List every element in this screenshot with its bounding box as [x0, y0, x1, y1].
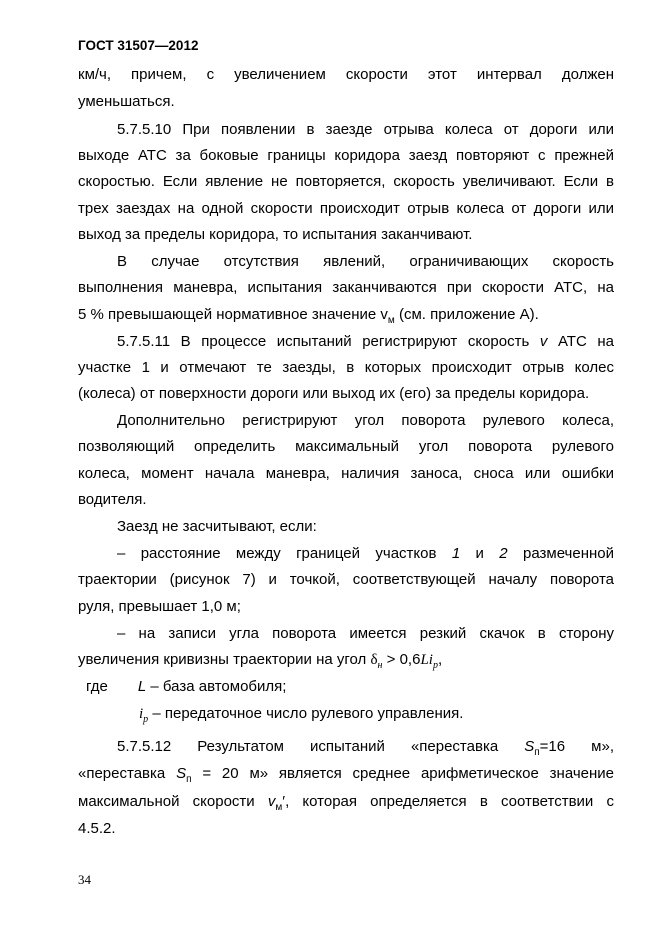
text-line: – на записи угла поворота имеется резкий скачок в сторону	[117, 625, 614, 642]
italic-symbol: v	[539, 333, 548, 350]
text-fragment: максимальной скорости	[78, 793, 268, 810]
text-fragment: «переставка	[78, 765, 177, 782]
text-line: Дополнительно регистрируют угол поворота рулевого колеса,	[117, 412, 614, 429]
where-label: где	[86, 678, 108, 695]
subscript: н	[377, 660, 383, 671]
text-line	[78, 792, 614, 818]
text-line	[78, 305, 614, 331]
text-line: траектории (рисунок 7) и точкой, соответствующей началу поворота	[78, 571, 614, 588]
italic-symbol: i	[139, 706, 144, 722]
subscript: п	[534, 747, 540, 758]
text-line: выполнения маневра, испытания заканчиваются при скорости АТС, на	[78, 279, 614, 296]
text-fragment: – передаточное число рулевого управления.	[148, 705, 464, 722]
text-fragment: АТС на	[547, 333, 614, 350]
delta-symbol: δ	[370, 652, 378, 668]
text-fragment: = 20 м» является среднее арифметическое значение	[191, 765, 615, 782]
text-fragment: ′, которая определяется в соответствии с	[282, 793, 614, 810]
subscript: р	[143, 714, 149, 725]
text-line	[117, 544, 614, 564]
subscript: п	[186, 774, 192, 785]
text-fragment: (см. приложение А).	[394, 306, 539, 323]
subscript: м	[387, 315, 395, 326]
subscript: р	[432, 660, 438, 671]
text-fragment: =16 м»,	[539, 738, 614, 755]
text-line: (колеса) от поверхности дороги или выход их (его) за пределы коридора.	[78, 385, 590, 402]
text-line: Заезд не засчитывают, если:	[117, 518, 317, 535]
italic-symbol: L	[137, 678, 147, 695]
text-fragment: 5 % превышающей нормативное значение v	[78, 306, 388, 323]
text-line: уменьшаться.	[78, 93, 175, 110]
text-fragment: увеличения кривизны траектории на угол	[78, 651, 371, 668]
text-line	[117, 332, 614, 352]
text-fragment: – база автомобиля;	[146, 678, 287, 695]
text-line: 4.5.2.	[78, 820, 116, 837]
text-fragment: и	[460, 545, 500, 562]
text-line: позволяющий определить максимальный угол поворота рулевого	[78, 438, 614, 455]
text-line	[78, 650, 614, 676]
text-line: скоростью. Если явление не повторяется, скорость увеличивают. Если в	[78, 173, 614, 190]
text-line: выходе АТС за боковые границы коридора заезд повторяют с прежней	[78, 147, 614, 164]
text-fragment: 5.7.5.12 Результатом испытаний «переставка	[117, 738, 525, 755]
text-line	[78, 764, 614, 790]
italic-symbol: v	[267, 793, 276, 810]
text-fragment: – расстояние между границей участков	[117, 545, 452, 562]
text-fragment: ,	[437, 651, 443, 668]
italic-symbol: S	[524, 738, 535, 755]
italic-number: 1	[451, 545, 461, 562]
text-line: руля, превышает 1,0 м;	[78, 598, 241, 615]
text-line	[139, 704, 609, 730]
subscript: м	[275, 802, 283, 813]
text-fragment: размеченной	[507, 545, 614, 562]
document-header: ГОСТ 31507—2012	[78, 38, 199, 53]
text-line: водителя.	[78, 491, 147, 508]
text-line: участке 1 и отмечают те заезды, в которых происходит отрыв колес	[78, 359, 614, 376]
italic-symbol: S	[176, 765, 187, 782]
text-line	[117, 737, 614, 763]
text-fragment: > 0,6	[382, 651, 421, 668]
italic-symbol: Li	[420, 652, 433, 668]
text-line: 5.7.5.10 При появлении в заезде отрыва колеса от дороги или	[117, 121, 614, 138]
text-line: колеса, момент начала маневра, наличия заноса, сноса или ошибки	[78, 465, 614, 482]
text-line: выход за пределы коридора, то испытания заканчивают.	[78, 226, 473, 243]
text-line: В случае отсутствия явлений, ограничивающих скорость	[117, 253, 614, 270]
text-line: трех заездах на одной скорости происходит отрыв колеса от дороги или	[78, 200, 614, 217]
text-line	[86, 677, 606, 697]
text-fragment: 5.7.5.11 В процессе испытаний регистрируют скорость	[117, 333, 540, 350]
italic-number: 2	[499, 545, 508, 562]
text-line: км/ч, причем, с увеличением скорости этот интервал должен	[78, 66, 614, 83]
page-number: 34	[78, 872, 91, 887]
